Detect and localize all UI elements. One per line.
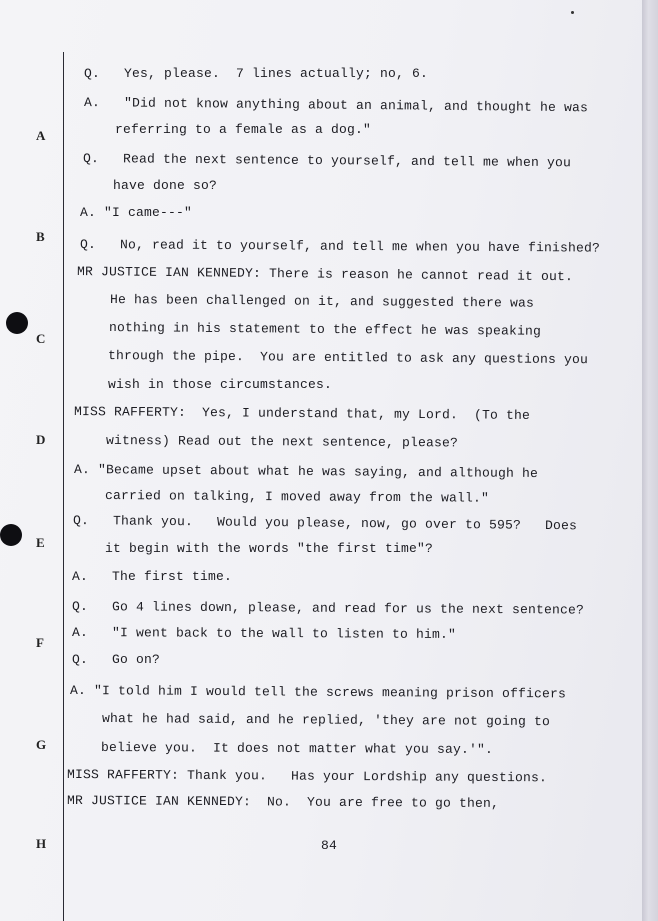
transcript-line: Q. Thank you. Would you please, now, go over to 595? Does [72,513,578,534]
speck [571,11,574,14]
transcript-line: wish in those circumstances. [108,377,333,392]
margin-letter: C [36,331,46,346]
transcript-line: Q. Go 4 lines down, please, and read for us the next sentence? [71,599,585,618]
transcript-line: carried on talking, I moved away from the wall." [104,488,490,506]
punch-hole [6,312,28,334]
transcript-line: MR JUSTICE IAN KENNEDY: There is reason he cannot read it out. [76,264,574,285]
transcript-line: what he had said, and he replied, 'they are not going to [101,711,551,730]
page-number: 84 [321,838,338,853]
transcript-line: it begin with the words "the first time"? [105,541,434,556]
transcript-line: A. The first time. [72,569,233,584]
transcript-line: MISS RAFFERTY: Yes, I understand that, my Lord. (To the [73,404,531,423]
margin-letter: G [36,737,47,752]
margin-letter: A [36,128,46,143]
transcript-line: A. "Did not know anything about an animal, and thought he was [83,95,589,116]
transcript-line: MR JUSTICE IAN KENNEDY: No. You are free to go then, [66,793,500,812]
transcript-line: Q. No, read it to yourself, and tell me when you have finished? [79,237,601,256]
margin-letter: F [36,635,44,650]
transcript-line: A. "I told him I would tell the screws meaning prison officers [69,683,567,702]
transcript-line: Q. Read the next sentence to yourself, and tell me when you [82,151,572,171]
transcript-line: witness) Read out the next sentence, please? [105,433,459,451]
transcript-line: nothing in his statement to the effect he was speaking [108,320,542,339]
transcript-line: A. "Became upset about what he was saying, and although he [73,462,539,482]
punch-hole [0,524,22,546]
transcript-line: He has been challenged on it, and suggested there was [109,292,535,311]
transcript-line: A. "I went back to the wall to listen to him." [71,625,457,643]
margin-letter: D [36,432,46,447]
margin-letter: E [36,535,45,550]
transcript-line: through the pipe. You are entitled to ask any questions you [107,348,589,368]
transcript-line: Q. Go on? [72,652,161,667]
transcript-line: A. "I came---" [80,205,193,220]
transcript-line: referring to a female as a dog." [115,122,372,137]
margin-letter: B [36,229,45,244]
margin-rule [63,52,64,921]
page-edge-shadow [642,0,658,921]
transcript-line: have done so? [113,178,218,193]
transcript-line: Q. Yes, please. 7 lines actually; no, 6. [84,66,429,81]
transcript-line: MISS RAFFERTY: Thank you. Has your Lordship any questions. [66,767,548,786]
transcript-line: believe you. It does not matter what you say.'". [100,740,494,758]
margin-letter: H [36,836,47,851]
